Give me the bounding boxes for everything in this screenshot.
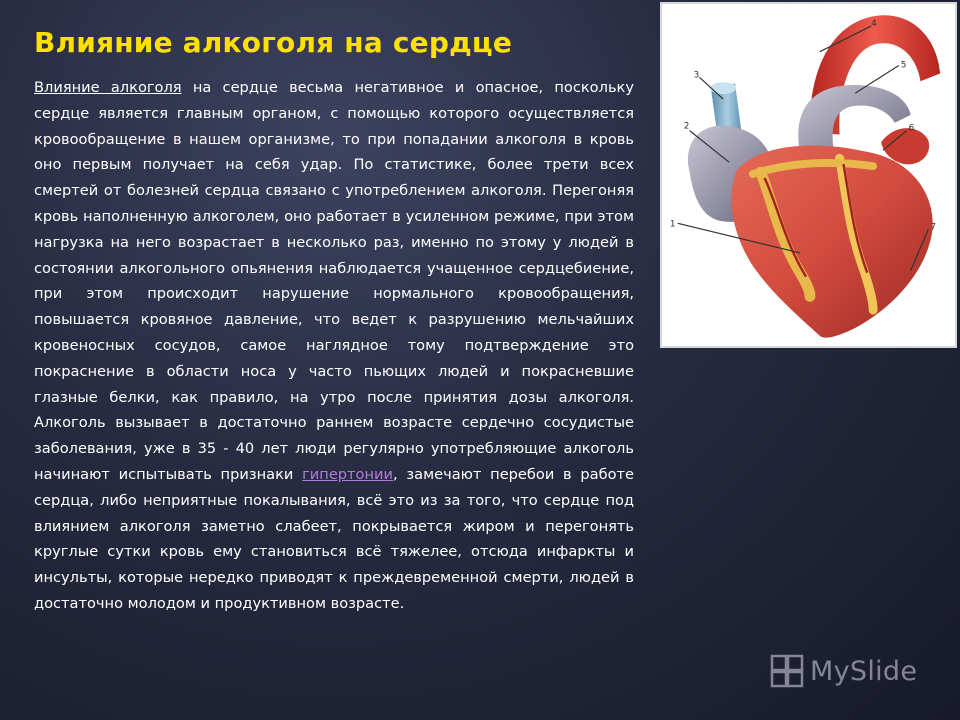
slide-title: Влияние алкоголя на сердце (34, 26, 513, 59)
hypertension-link[interactable]: гипертонии (302, 465, 394, 483)
vena-cava-top (710, 82, 736, 94)
lead-link[interactable]: Влияние алкоголя (34, 79, 182, 96)
figure-label-2: 2 (683, 121, 690, 132)
slide-body-text (34, 75, 634, 617)
heart-diagram (662, 4, 955, 346)
figure-label-7: 7 (930, 222, 936, 233)
figure-label-6: 6 (908, 123, 915, 134)
myslide-logo-icon (770, 654, 804, 688)
body-text-part2: , замечают перебои в работе сердца, либо неприятные покалывания, всё это из за того, что сердце под влиянием алкоголя заметно слабеет, покрывается жиром и перегонять круглые сутки кровь ему становиться всё тяжелее, отсюда инфаркты и инсульты, которые нередко приводят к преждевременной смерти, людей в достаточно молодом и продуктивном возрасте. (34, 465, 634, 612)
figure-label-1: 1 (669, 219, 676, 230)
body-text-part1: на сердце весьма негативное и опасное, поскольку сердце является главным органом, с помощью которого осуществляется кровообращение в нашем организме, то при попадании алкоголя в кровь оно первым получает на себя удар. По статистике, более трети всех смертей от болезней сердца связано с употреблением алкоголя. Перегоняя кровь наполненную алкоголем, оно работает в усиленном режиме, при этом нагрузка на него возрастает в несколько раз, именно по этому у людей в состоянии алкогольного опьянения наблюдается учащенное сердцебиение, при этом происходит нарушение нормального кровообращения, повышается кровяное давление, что ведет к разрушению мельчайших кровеносных сосудов, самое наглядное тому подтверждение это покраснение в области носа у часто пьющих людей и покрасневшие глазные белки, как правило, на утро после принятия дозы алкоголя. Алкоголь вызывает в достаточно раннем возрасте сердечно сосудистые заболевания, уже в 35 - 40 лет люди регулярно употребляющие алкоголь начинают испытывать признаки (34, 79, 634, 483)
figure-label-5: 5 (900, 60, 907, 71)
figure-label-3: 3 (693, 70, 700, 81)
watermark (770, 654, 917, 688)
heart-illustration (660, 2, 957, 348)
watermark-text: MySlide (810, 655, 918, 687)
figure-label-4: 4 (871, 19, 877, 30)
